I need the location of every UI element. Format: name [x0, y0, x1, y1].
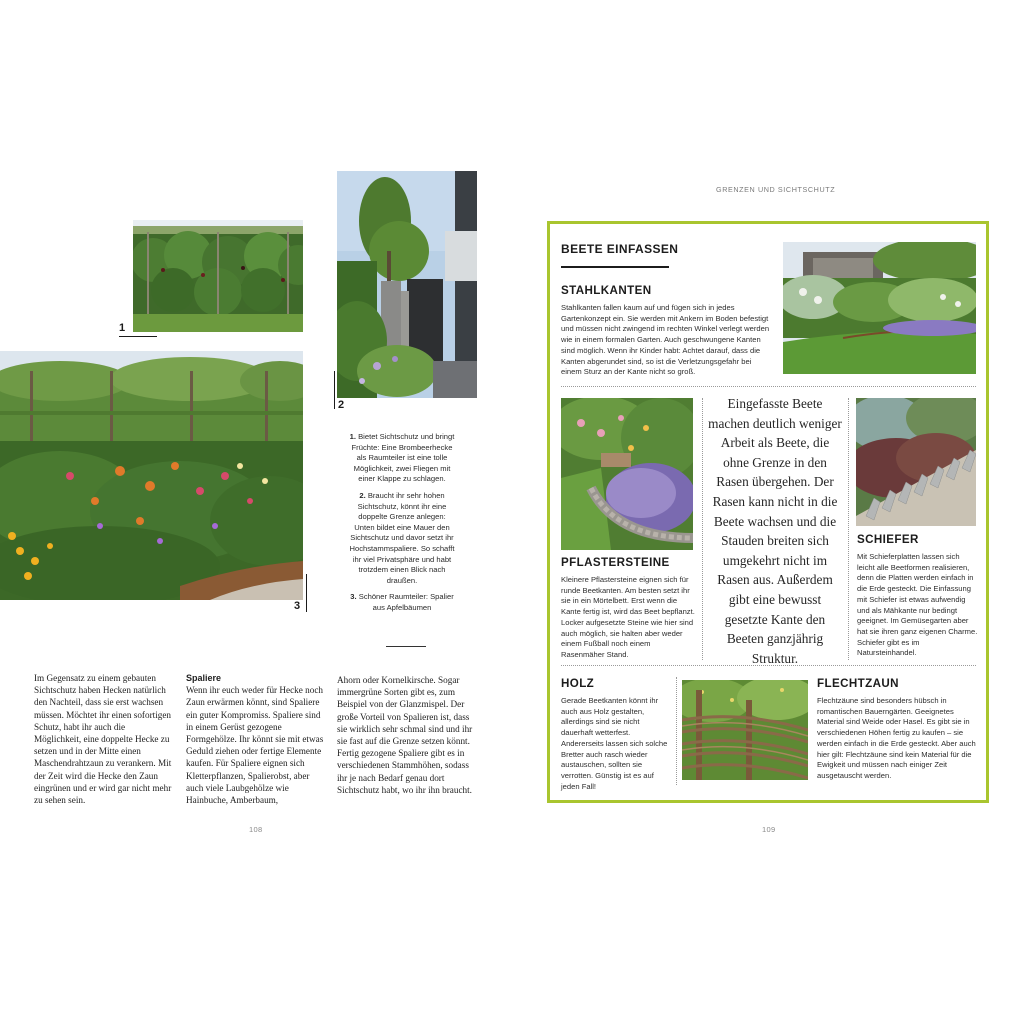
stahlkanten-text: Stahlkanten fallen kaum auf und fügen sich in jedes Gartenkonzept ein. Sie werden mit Ankern im Boden befestigt und müssen nicht zwingend im rechten Winkel verlegt werden wie in einem formalen Garten. Auch geschwungene Kanten sind möglich. Wenn ihr Kinder habt: Achtet darauf, dass die Kanten abgerundet sind, so ist die Verletzungsgefahr bei einem Sturz an der Kante nicht so groß.	[561, 303, 770, 377]
body-column-3: Ahorn oder Kornelkirsche. Sogar immergrüne Sorten gibt es, zum Beispiel von der Glanzmispel. Der große Vorteil von Spalieren ist, dass sie wirklich sehr schmal sind und ihr sie fast auf die Grenze setzen könnt. Fertig gezogene Spaliere gibt es in verschiedenen Stammhöhen, sodass ihr je nach Bedarf genau dort Sichtschutz habt, wo ihr ihn braucht.	[337, 675, 473, 795]
stahlkanten-title: STAHLKANTEN	[561, 284, 652, 297]
caption-2: 2. Braucht ihr sehr hohen Sichtschutz, könnt ihr eine doppelte Grenze anlegen: Unten bildet eine Mauer den Sichtschutz und davor setzt ihr Hochstammspaliere. So schafft ihr viel Privatsphäre und habt trotzdem einen Blick nach draußen.	[349, 490, 455, 585]
espalier-flower-garden-photo	[0, 351, 303, 600]
figure-2-rule	[334, 371, 335, 409]
divider-left-vertical	[702, 398, 703, 660]
pflastersteine-text: Kleinere Pflastersteine eignen sich für runde Beetkanten. Am besten setzt ihr sie in ein Mörtelbett. Erst wenn die Kante fertig ist, wird das Beet bepflanzt. Locker aufgesetzte Steine wie hier sind auch möglich, sie halten aber weder einem Fußball noch einem Rasenmäher Stand.	[561, 575, 695, 659]
running-head: GRENZEN UND SICHTSCHUTZ	[716, 185, 836, 194]
caption-3: 3. Schöner Raumteiler: Spalier aus Apfelbäumen	[350, 592, 454, 612]
body-column-2	[186, 672, 326, 806]
page-number-right: 109	[762, 825, 776, 834]
holz-title: HOLZ	[561, 677, 595, 690]
divider-right-vertical	[848, 398, 849, 660]
schiefer-photo	[856, 398, 976, 526]
box-title-rule	[561, 266, 669, 268]
schiefer-text: Mit Schieferplatten lassen sich leicht alle Beetformen realisieren, denn die Platten werden einfach in die Erde gesteckt. Die Einfassung mit Schiefer ist etwas aufwendig und als Mähkante nur bedingt geeignet. Im Gemüsegarten aber hat sie ihren ganz eigenen Charme. Schiefer gibt es im Natursteinhandel.	[857, 552, 978, 658]
pflastersteine-title: PFLASTERSTEINE	[561, 556, 670, 569]
divider-bottom	[561, 665, 976, 666]
flechtzaun-photo	[682, 680, 808, 780]
page-number-left: 108	[249, 825, 263, 834]
caption-rule	[386, 646, 426, 647]
figure-number-1: 1	[119, 322, 126, 334]
figure-1-rule	[119, 336, 157, 337]
schiefer-title: SCHIEFER	[857, 533, 919, 546]
figure-number-2: 2	[338, 399, 345, 411]
divider-holz-vertical	[676, 677, 677, 785]
holz-text: Gerade Beetkanten könnt ihr auch aus Holz gestalten, allerdings sind sie nicht dauerhaft wetterfest. Andererseits lassen sich solche Bretter auch rasch wieder austauschen, sollten sie verrotten. Günstig ist es auf jeden Fall!	[561, 696, 668, 791]
caption-1: 1. Bietet Sichtschutz und bringt Früchte: Eine Brombeerhecke als Raumteiler ist eine tolle Möglichkeit, zwei Fliegen mit einer Klappe zu schlagen.	[349, 432, 455, 484]
flechtzaun-title: FLECHTZAUN	[817, 677, 899, 690]
body-column-1: Im Gegensatz zu einem gebauten Sichtschutz haben Hecken natürlich den Nachteil, dass sie erst wachsen müssen. Möchtet ihr einen sofortigen Schutz, habt ihr auch die Möglichkeit, eine doppelte Hecke zu setzen und in der Mitte einen Maschendrahtzaun zu verankern. Mit der Zeit wird die Hecke den Zaun eingrünen und er wird gar nicht mehr zu sehen sein.	[34, 673, 172, 806]
flechtzaun-text: Flechtzäune sind besonders hübsch in romantischen Bauerngärten. Geeignetes Material sind Weide oder Hasel. Es gibt sie in verschiedenen Höhen fertig zu kaufen – sie werden einfach in die Erde gesteckt. Aber auch hier gilt: Flechtzäune sind kein Material für die Ewigkeit und müssen nach einiger Zeit ausgetauscht werden.	[817, 696, 976, 780]
espalier-trees-wall-photo	[337, 171, 477, 398]
hedge-with-berries-photo	[133, 220, 303, 332]
spaliere-heading: Spaliere	[186, 673, 222, 683]
divider-top	[561, 386, 976, 387]
figure-number-3: 3	[294, 600, 301, 612]
pflastersteine-photo	[561, 398, 693, 550]
pull-quote: Eingefasste Beete machen deutlich weniger Arbeit als Beete, die ohne Grenze in den Rasen übergehen. Der Rasen kann nicht in die Beete wachsen und die Stauden breiten sich umgekehrt nicht im Rasen aus. Außerdem gibt eine bewusst gesetzte Kante den Beeten ganzjährig Struktur.	[708, 396, 842, 666]
photo-captions	[348, 432, 456, 620]
box-title: BEETE EINFASSEN	[561, 242, 679, 256]
stahlkanten-garden-photo	[783, 242, 976, 374]
spaliere-text: Wenn ihr euch weder für Hecke noch Zaun erwärmen könnt, sind Spaliere ein guter Kompromiss. Spaliere sind in einem Gerüst gezogene Formgehölze. Ihr könnt sie mit etwas Geduld ziehen oder fertige Elemente kaufen. Für Spaliere eignen sich Kletterpflanzen, Spalierobst, aber auch viele Laubgehölze wie Hainbuche, Amberbaum,	[186, 685, 324, 806]
figure-3-rule	[306, 574, 307, 612]
